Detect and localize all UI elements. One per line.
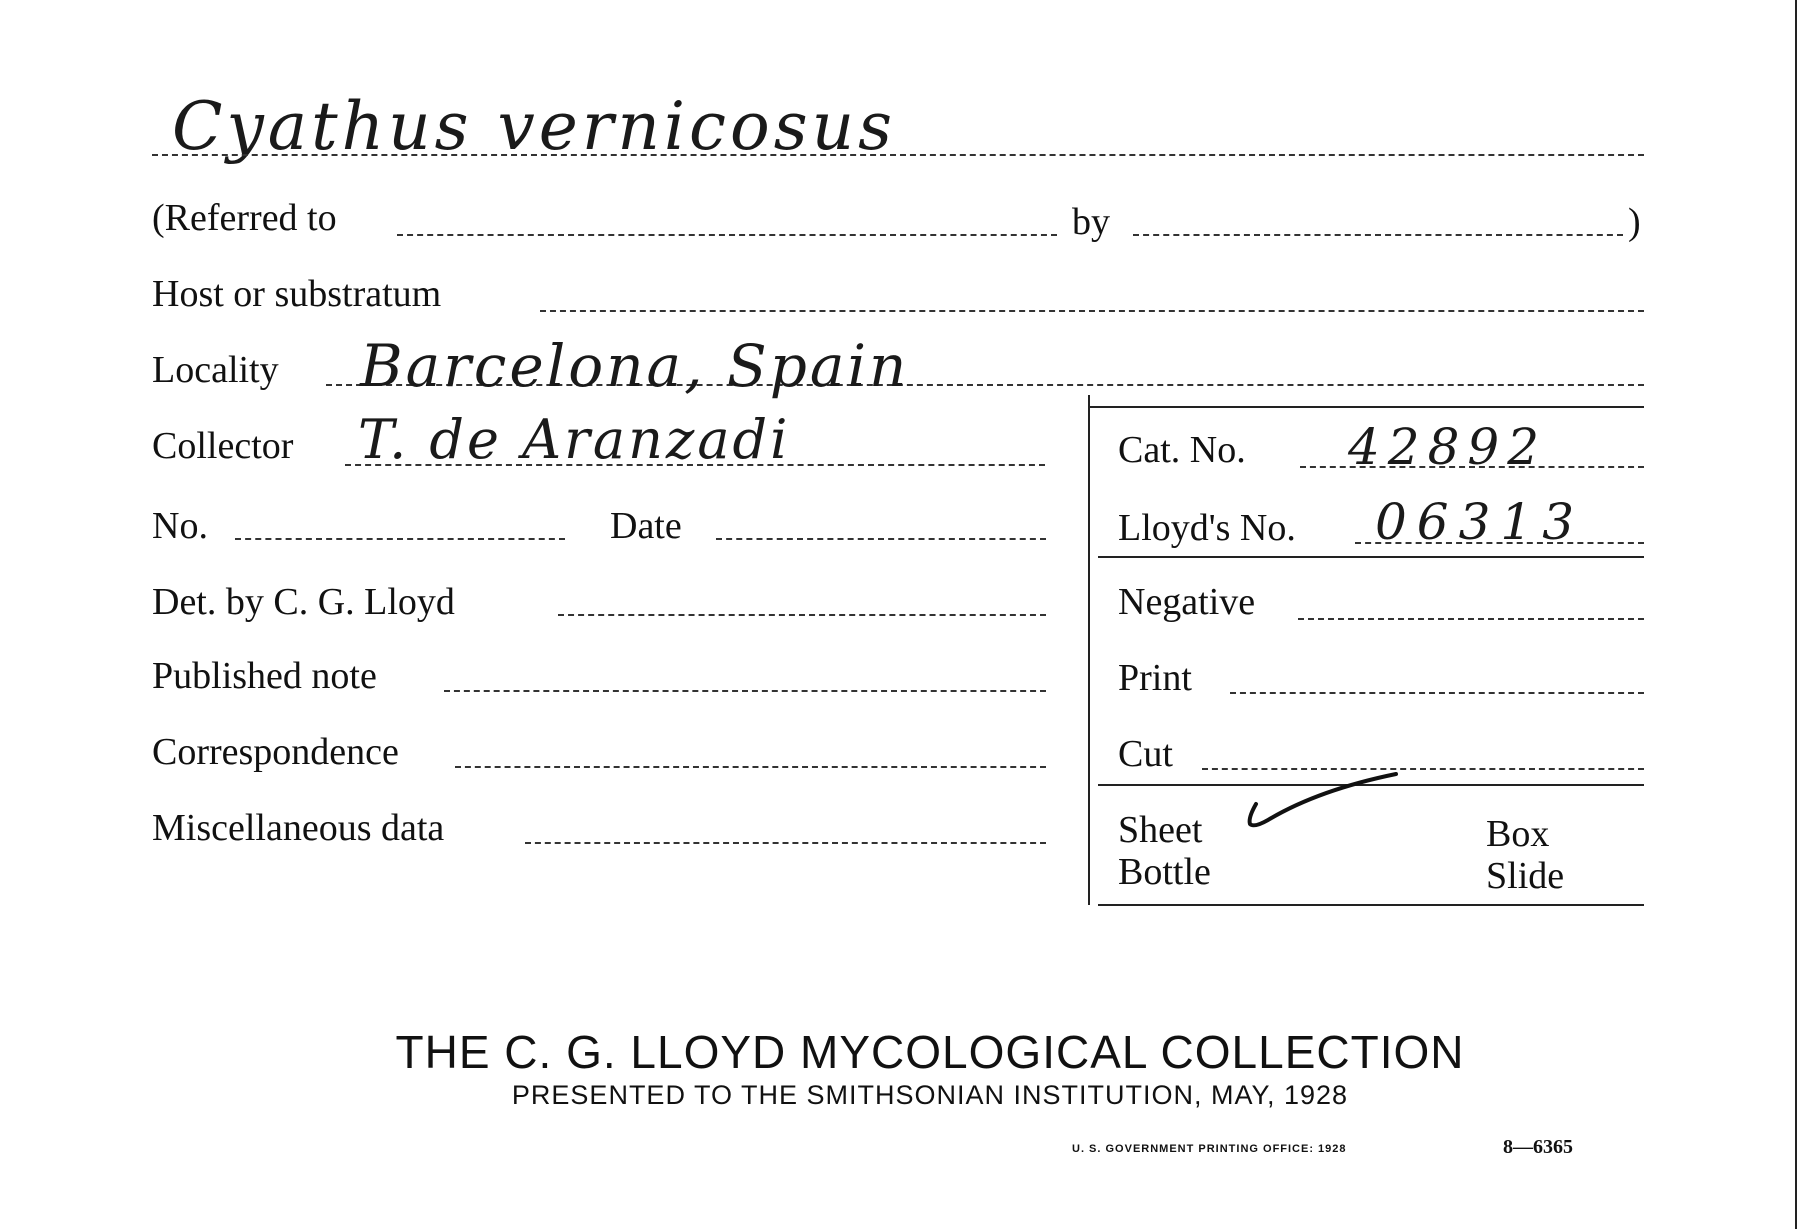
lloyds-no-label: Lloyd's No. bbox=[1118, 507, 1296, 549]
printing-office-credit: U. S. GOVERNMENT PRINTING OFFICE: 1928 bbox=[1072, 1143, 1347, 1155]
det-by-label: Det. by C. G. Lloyd bbox=[152, 581, 455, 623]
checkmark-icon bbox=[1238, 768, 1408, 848]
form-number: 8—6365 bbox=[1503, 1136, 1573, 1158]
published-note-label: Published note bbox=[152, 655, 377, 697]
bottle-label: Bottle bbox=[1118, 851, 1211, 893]
published-note-line bbox=[444, 690, 1046, 692]
panel-bottom-rule bbox=[1098, 904, 1644, 906]
close-paren: ) bbox=[1628, 201, 1641, 243]
det-by-line bbox=[558, 614, 1046, 616]
species-name: Cyathus vernicosus bbox=[172, 88, 896, 165]
slide-label: Slide bbox=[1486, 855, 1565, 897]
correspondence-label: Correspondence bbox=[152, 731, 399, 773]
collector-label: Collector bbox=[152, 425, 294, 467]
locality-label: Locality bbox=[152, 349, 279, 391]
misc-data-line bbox=[525, 842, 1046, 844]
by-line bbox=[1133, 234, 1623, 236]
collection-title: THE C. G. LLOYD MYCOLOGICAL COLLECTION bbox=[395, 1026, 1465, 1078]
date-line bbox=[716, 538, 1046, 540]
no-line bbox=[235, 538, 565, 540]
host-label: Host or substratum bbox=[152, 273, 442, 315]
collection-subtitle: PRESENTED TO THE SMITHSONIAN INSTITUTION, MAY, 1928 bbox=[511, 1080, 1349, 1110]
cut-label: Cut bbox=[1118, 733, 1173, 775]
print-label: Print bbox=[1118, 657, 1192, 699]
panel-rule-1 bbox=[1098, 556, 1644, 558]
negative-line bbox=[1298, 618, 1644, 620]
referred-to-label: (Referred to bbox=[152, 197, 337, 239]
locality-value: Barcelona, Spain bbox=[360, 332, 910, 400]
print-line bbox=[1230, 692, 1644, 694]
cat-no-value: 42892 bbox=[1348, 418, 1548, 476]
collector-value: T. de Aranzadi bbox=[358, 408, 791, 471]
no-label: No. bbox=[152, 505, 208, 547]
panel-top-rule bbox=[1088, 406, 1644, 408]
referred-to-line bbox=[397, 234, 1057, 236]
misc-data-label: Miscellaneous data bbox=[152, 807, 445, 849]
species-dotted-line bbox=[152, 154, 1644, 156]
lloyds-no-value: 06313 bbox=[1375, 493, 1585, 551]
correspondence-line bbox=[455, 766, 1046, 768]
box-label: Box bbox=[1486, 813, 1550, 855]
panel-left-border bbox=[1088, 395, 1090, 905]
date-label: Date bbox=[610, 505, 682, 547]
by-label: by bbox=[1072, 201, 1110, 243]
negative-label: Negative bbox=[1118, 581, 1256, 623]
host-line bbox=[540, 310, 1644, 312]
sheet-label: Sheet bbox=[1118, 809, 1203, 851]
cat-no-label: Cat. No. bbox=[1118, 429, 1246, 471]
